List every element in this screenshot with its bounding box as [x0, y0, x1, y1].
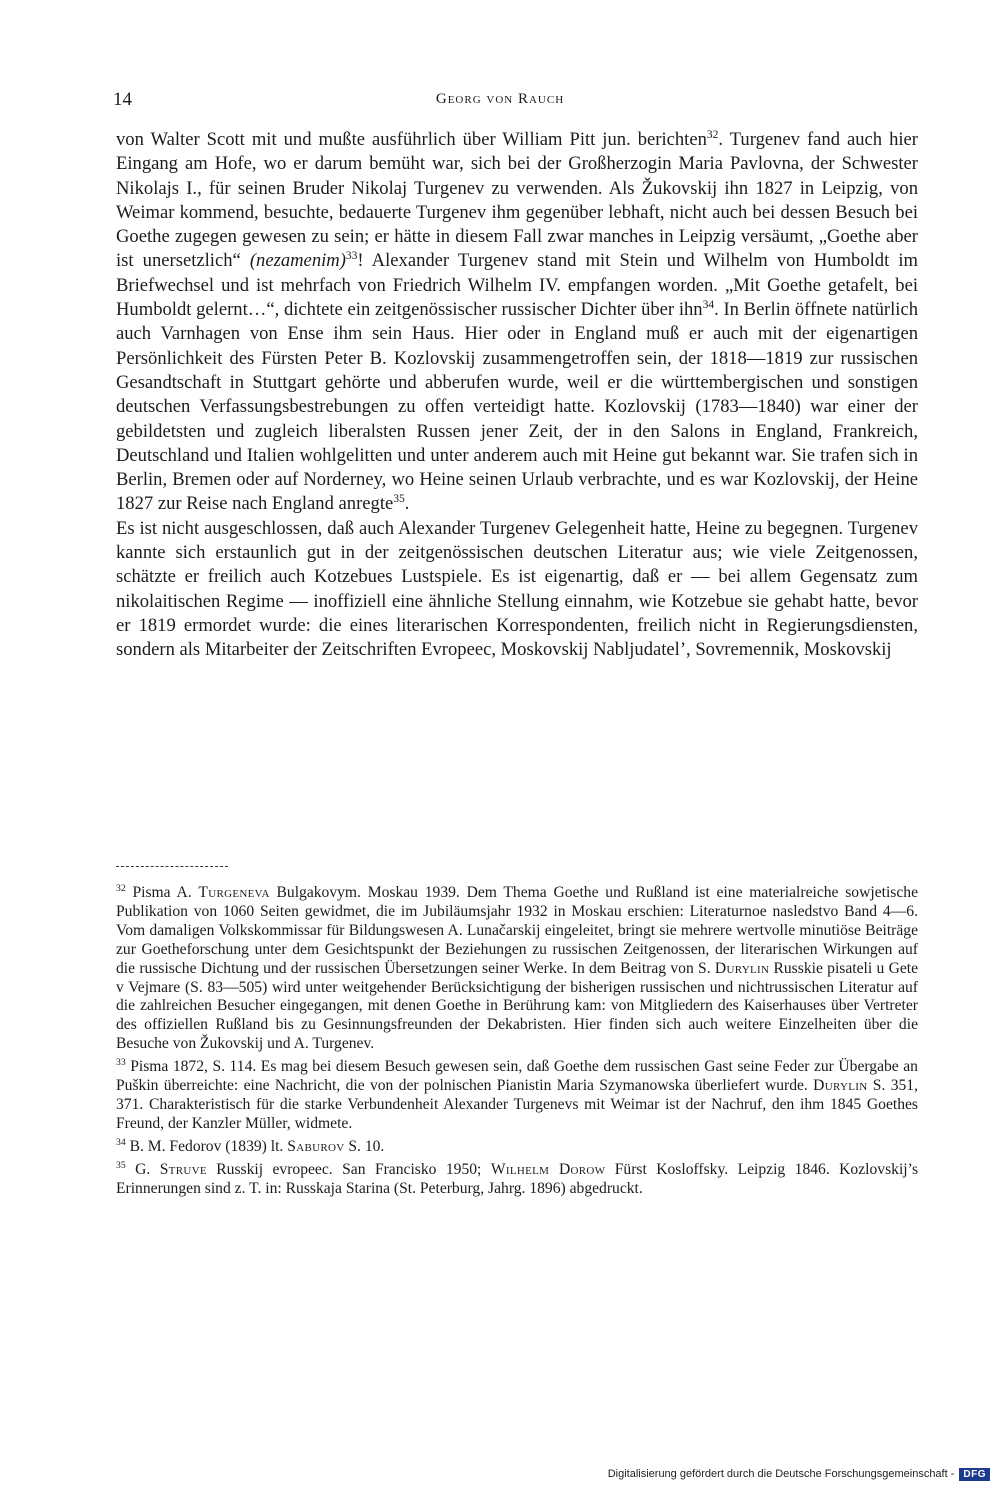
text-segment: . In Berlin öffnete natürlich auch Varnhagen von Ense ihm sein Haus. Hier oder in England muß er auch mit der eigenartigen Persönlichkeit des Fürsten Peter B. Kozlovskij zusammengetroffen sein, der 1818—1819 zur russischen Gesandtschaft in Stuttgart gehörte und abberufen wurde, weil er die württembergischen und sonstigen deutschen Verfassungsbestrebungen zu offen verteidigt hatte. Kozlovskij (1783—1840) war einer der gebildetsten und zugleich liberalsten Russen jener Zeit, der in den Salons in England, Frankreich, Deutschland und Italien wohlgelitten und unter anderem auch mit Heine gut bekannt war. Sie trafen sich in Berlin, Bremen oder auf Norderney, wo Heine seinen Urlaub verbrachte, und es war Kozlovskij, der Heine 1827 zur Reise nach England anregte: [116, 299, 918, 515]
digitization-credit: [608, 1465, 990, 1483]
dfg-logo-icon: DFG: [959, 1468, 990, 1481]
text-segment: Pisma 1872, S. 114. Es mag bei diesem Besuch gewesen sein, daß Goethe dem russischen Gast seine Feder zur Übergabe an Puškin überreichte: eine Nachricht, die von der polnischen Pianistin Maria Szymanowska überliefert wurde.: [116, 1058, 918, 1095]
body-text: [116, 128, 918, 663]
footnote-number: 35: [116, 1159, 126, 1171]
author-name: Durylin: [813, 1077, 868, 1095]
footnote-ref-35[interactable]: 35: [393, 493, 405, 506]
footnote-number: 32: [116, 883, 126, 895]
footnote-34: [116, 1138, 918, 1157]
text-segment: . Turgenev fand auch hier Eingang am Hofe, wo er darum bemüht war, sich bei der Großherzogin Maria Pavlovna, der Schwester Nikolajs I., für seinen Bruder Nikolaj Turgenev zu verwenden. Als Žukovskij ihn 1827 in Leipzig, von Weimar kommend, besuchte, bedauerte Turgenev ihm gegenüber lebhaft, nicht auch bei dessen Besuch bei Goethe zugegen gewesen zu sein; er hätte in diesem Fall zwar manches in Leipzig versäumt, „Goethe aber ist unersetzlich“: [116, 129, 918, 272]
text-segment: Fürst Kosloffsky. Leipzig 1846. Kozlovskij’s Erinnerungen sind z. T. in: Russkaja Starina (St. Peterburg, Jahrg. 1896) abgedruckt.: [116, 1160, 919, 1197]
paragraph-2: Es ist nicht ausgeschlossen, daß auch Alexander Turgenev Gelegenheit hatte, Heine zu begegnen. Turgenev kannte sich erstaunlich gut in der zeitgenössischen deutschen Literatur aus; wie viele Zeitgenossen, schätzte er freilich auch Kotzebues Lustspiele. Es ist eigenartig, daß er — bei allem Gegensatz zum nikolaitischen Regime — inoffiziell eine ähnliche Stellung einnahm, wie Kotzebue sie gehabt hatte, bevor er 1819 ermordet wurde: die eines literarischen Korrespondenten, freilich nicht in Regierungsdiensten, sondern als Mitarbeiter der Zeitschriften Evropeec, Moskovskij Nabljudatel’, Sovremennik, Moskovskij: [116, 517, 918, 661]
text-segment: Russkie pisateli u Gete v Vejmare (S. 83—505) wird unter weitgehender Berücksichtigung der bisherigen russischen und nichtrussischen Literatur auf die zahlreichen Besucher eingegangen, mit denen Goethe in Berührung kam: von Mitgliedern des Kaiserhauses über Vertreter des offiziellen Rußland bis zu Gesinnungsfreunden der Dekabristen. Hier finden sich auch weitere Einzelheiten über die Besuche von Žukovskij und A. Turgenev.: [116, 959, 919, 1053]
credit-text: Digitalisierung gefördert durch die Deutsche Forschungsgemeinschaft -: [607, 1468, 955, 1480]
author-name: Wilhelm Dorow: [490, 1160, 606, 1178]
footnote-separator: [116, 866, 228, 867]
footnote-32: [116, 884, 918, 1054]
footnote-35: [116, 1161, 918, 1199]
text-segment: ! Alexander Turgenev stand mit Stein und Wilhelm von Humboldt im Briefwechsel und ist mehrfach von Friedrich Wilhelm IV. empfangen worden. „Mit Goethe getafelt, bei Humboldt gelernt…“, dichtete ein zeitgenössischer russischer Dichter über ihn: [116, 250, 918, 321]
text-segment: von Walter Scott mit und mußte ausführlich über William Pitt jun. berichten: [116, 129, 707, 150]
text-segment: B. M. Fedorov (1839) lt.: [129, 1137, 288, 1155]
footnotes: [116, 884, 918, 1203]
text-segment: Russkij evropeec. San Francisko 1950;: [206, 1160, 491, 1178]
footnote-ref-32[interactable]: 32: [706, 129, 719, 142]
text-segment: Pisma A.: [132, 884, 199, 901]
text-segment: Bulgakovym. Moskau 1939. Dem Thema Goethe und Rußland ist eine materialreiche sowjetische Publikation von 1060 Seiten gewidmet, die im Jubiläumsjahr 1932 in Moskau erschien: Literaturnoe nasledstvo Band 4—6. Vom damaligen Volkskommissar für Bildungswesen A. Lunačarskij eingeleitet, bringt sie mehrere wertvolle minutiöse Beiträge zur Goetheforschung unter dem Gesichtspunkt der Beziehungen zu russischen Zeitgenossen, der literarischen Wirkungen auf die russische Dichtung und der russischen Übersetzungen seiner Werke. In dem Beitrag von S.: [116, 884, 918, 977]
author-name: Saburov: [287, 1137, 345, 1155]
running-head: Georg von Rauch: [435, 91, 565, 107]
page-number: 14: [113, 89, 132, 110]
text-segment: S. 10.: [344, 1137, 385, 1155]
footnote-33: [116, 1058, 918, 1134]
paragraph-1: [116, 128, 918, 517]
text-segment: G.: [135, 1160, 160, 1178]
author-name: Turgeneva: [198, 884, 270, 901]
footnote-number: 33: [116, 1057, 126, 1069]
footnote-ref-34[interactable]: 34: [702, 299, 715, 312]
text-segment: S. 351, 371. Charakteristisch für die starke Verbundenheit Alexander Turgenevs mit Weimar ist der Nachruf, den ihm 1845 Goethes Freund, der Kanzler Müller, widmete.: [116, 1077, 918, 1132]
italic-term: (nezamenim): [249, 250, 346, 272]
author-name: Struve: [159, 1160, 207, 1178]
text-segment: .: [404, 493, 410, 515]
footnote-number: 34: [116, 1136, 126, 1148]
author-name: Durylin: [714, 959, 770, 977]
footnote-ref-33[interactable]: 33: [345, 250, 358, 263]
